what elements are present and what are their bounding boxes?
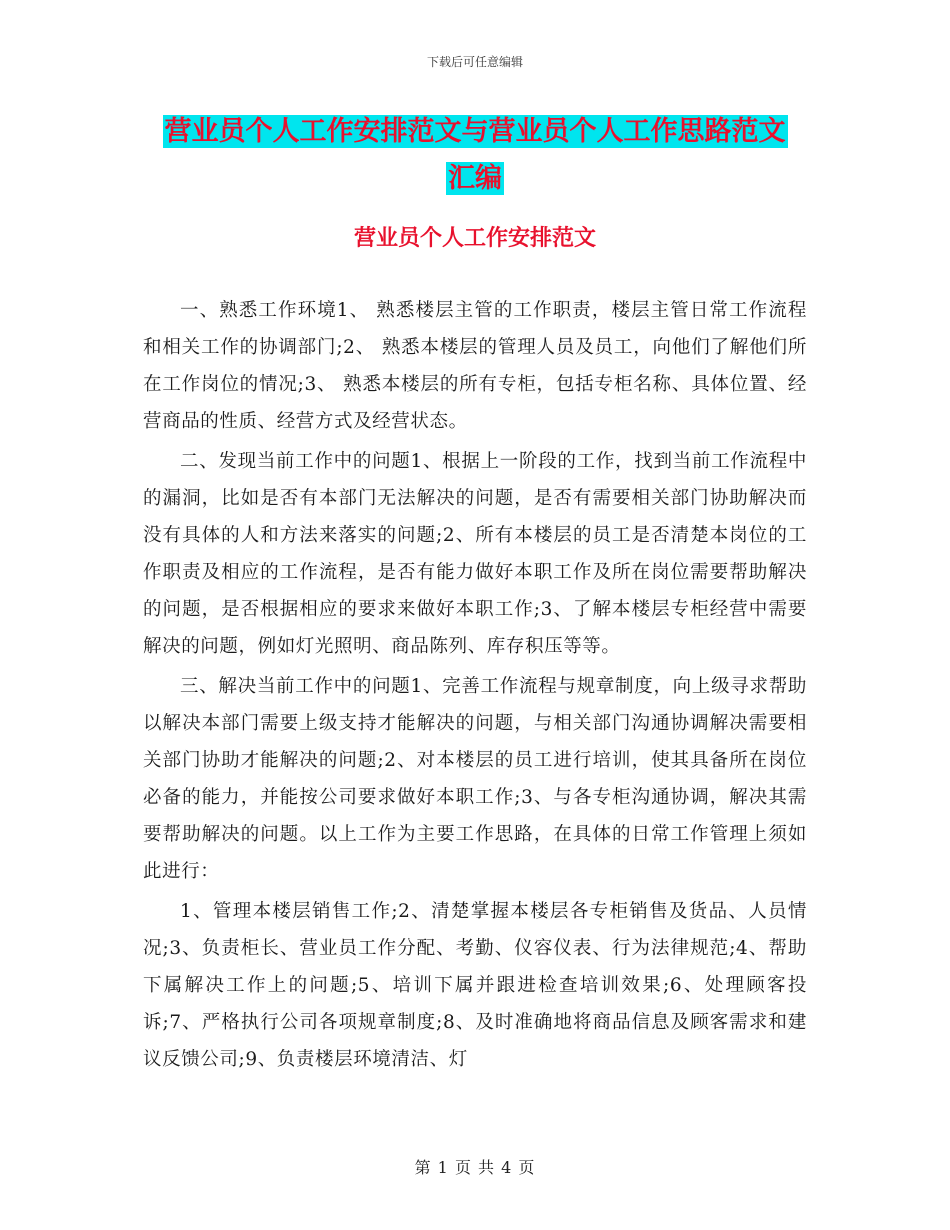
paragraph-4: 1、管理本楼层销售工作;2、清楚掌握本楼层各专柜销售及货品、人员情况;3、负责柜长、营业员工作分配、考勤、仪容仪表、行为法律规范;4、帮助下属解决工作上的问题;5、培训下属并跟进检查培训效果;6、处理顾客投诉;7、严格执行公司各项规章制度;8、及时准确地将商品信息及顾客需求和建议反馈公司;9、负责楼层环境清洁、灯 [143,901,807,1070]
document-body [143,292,807,1081]
page-number-footer: 第 1 页 共 4 页 [414,1158,536,1177]
paragraph-2: 二、发现当前工作中的问题1、根据上一阶段的工作，找到当前工作流程中的漏洞，比如是否有本部门无法解决的问题，是否有需要相关部门协助解决而没有具体的人和方法来落实的问题;2、所有本楼层的员工是否清楚本岗位的工作职责及相应的工作流程，是否有能力做好本职工作及所在岗位需要帮助解决的问题，是否根据相应的要求来做好本职工作;3、了解本楼层专柜经营中需要解决的问题，例如灯光照明、商品陈列、库存积压等等。 [143,451,807,657]
document-title-line1: 营业员个人工作安排范文与营业员个人工作思路范文 [164,116,786,147]
document-title [150,108,800,202]
section-title: 营业员个人工作安排范文 [353,226,596,251]
page-header-note: 下载后可任意编辑 [426,55,523,69]
paragraph-3: 三、解决当前工作中的问题1、完善工作流程与规章制度，向上级寻求帮助以解决本部门需要上级支持才能解决的问题，与相关部门沟通协调解决需要相关部门协助才能解决的问题;2、对本楼层的员工进行培训，使其具备所在岗位必备的能力，并能按公司要求做好本职工作;3、与各专柜沟通协调，解决其需要帮助解决的问题。以上工作为主要工作思路，在具体的日常工作管理上须如此进行： [143,676,807,882]
document-title-line2: 汇编 [448,163,502,194]
paragraph-1: 一、熟悉工作环境1、 熟悉楼层主管的工作职责，楼层主管日常工作流程和相关工作的协调部门;2、 熟悉本楼层的管理人员及员工，向他们了解他们所在工作岗位的情况;3、 熟悉本楼层的所有专柜，包括专柜名称、具体位置、经营商品的性质、经营方式及经营状态。 [143,300,807,432]
